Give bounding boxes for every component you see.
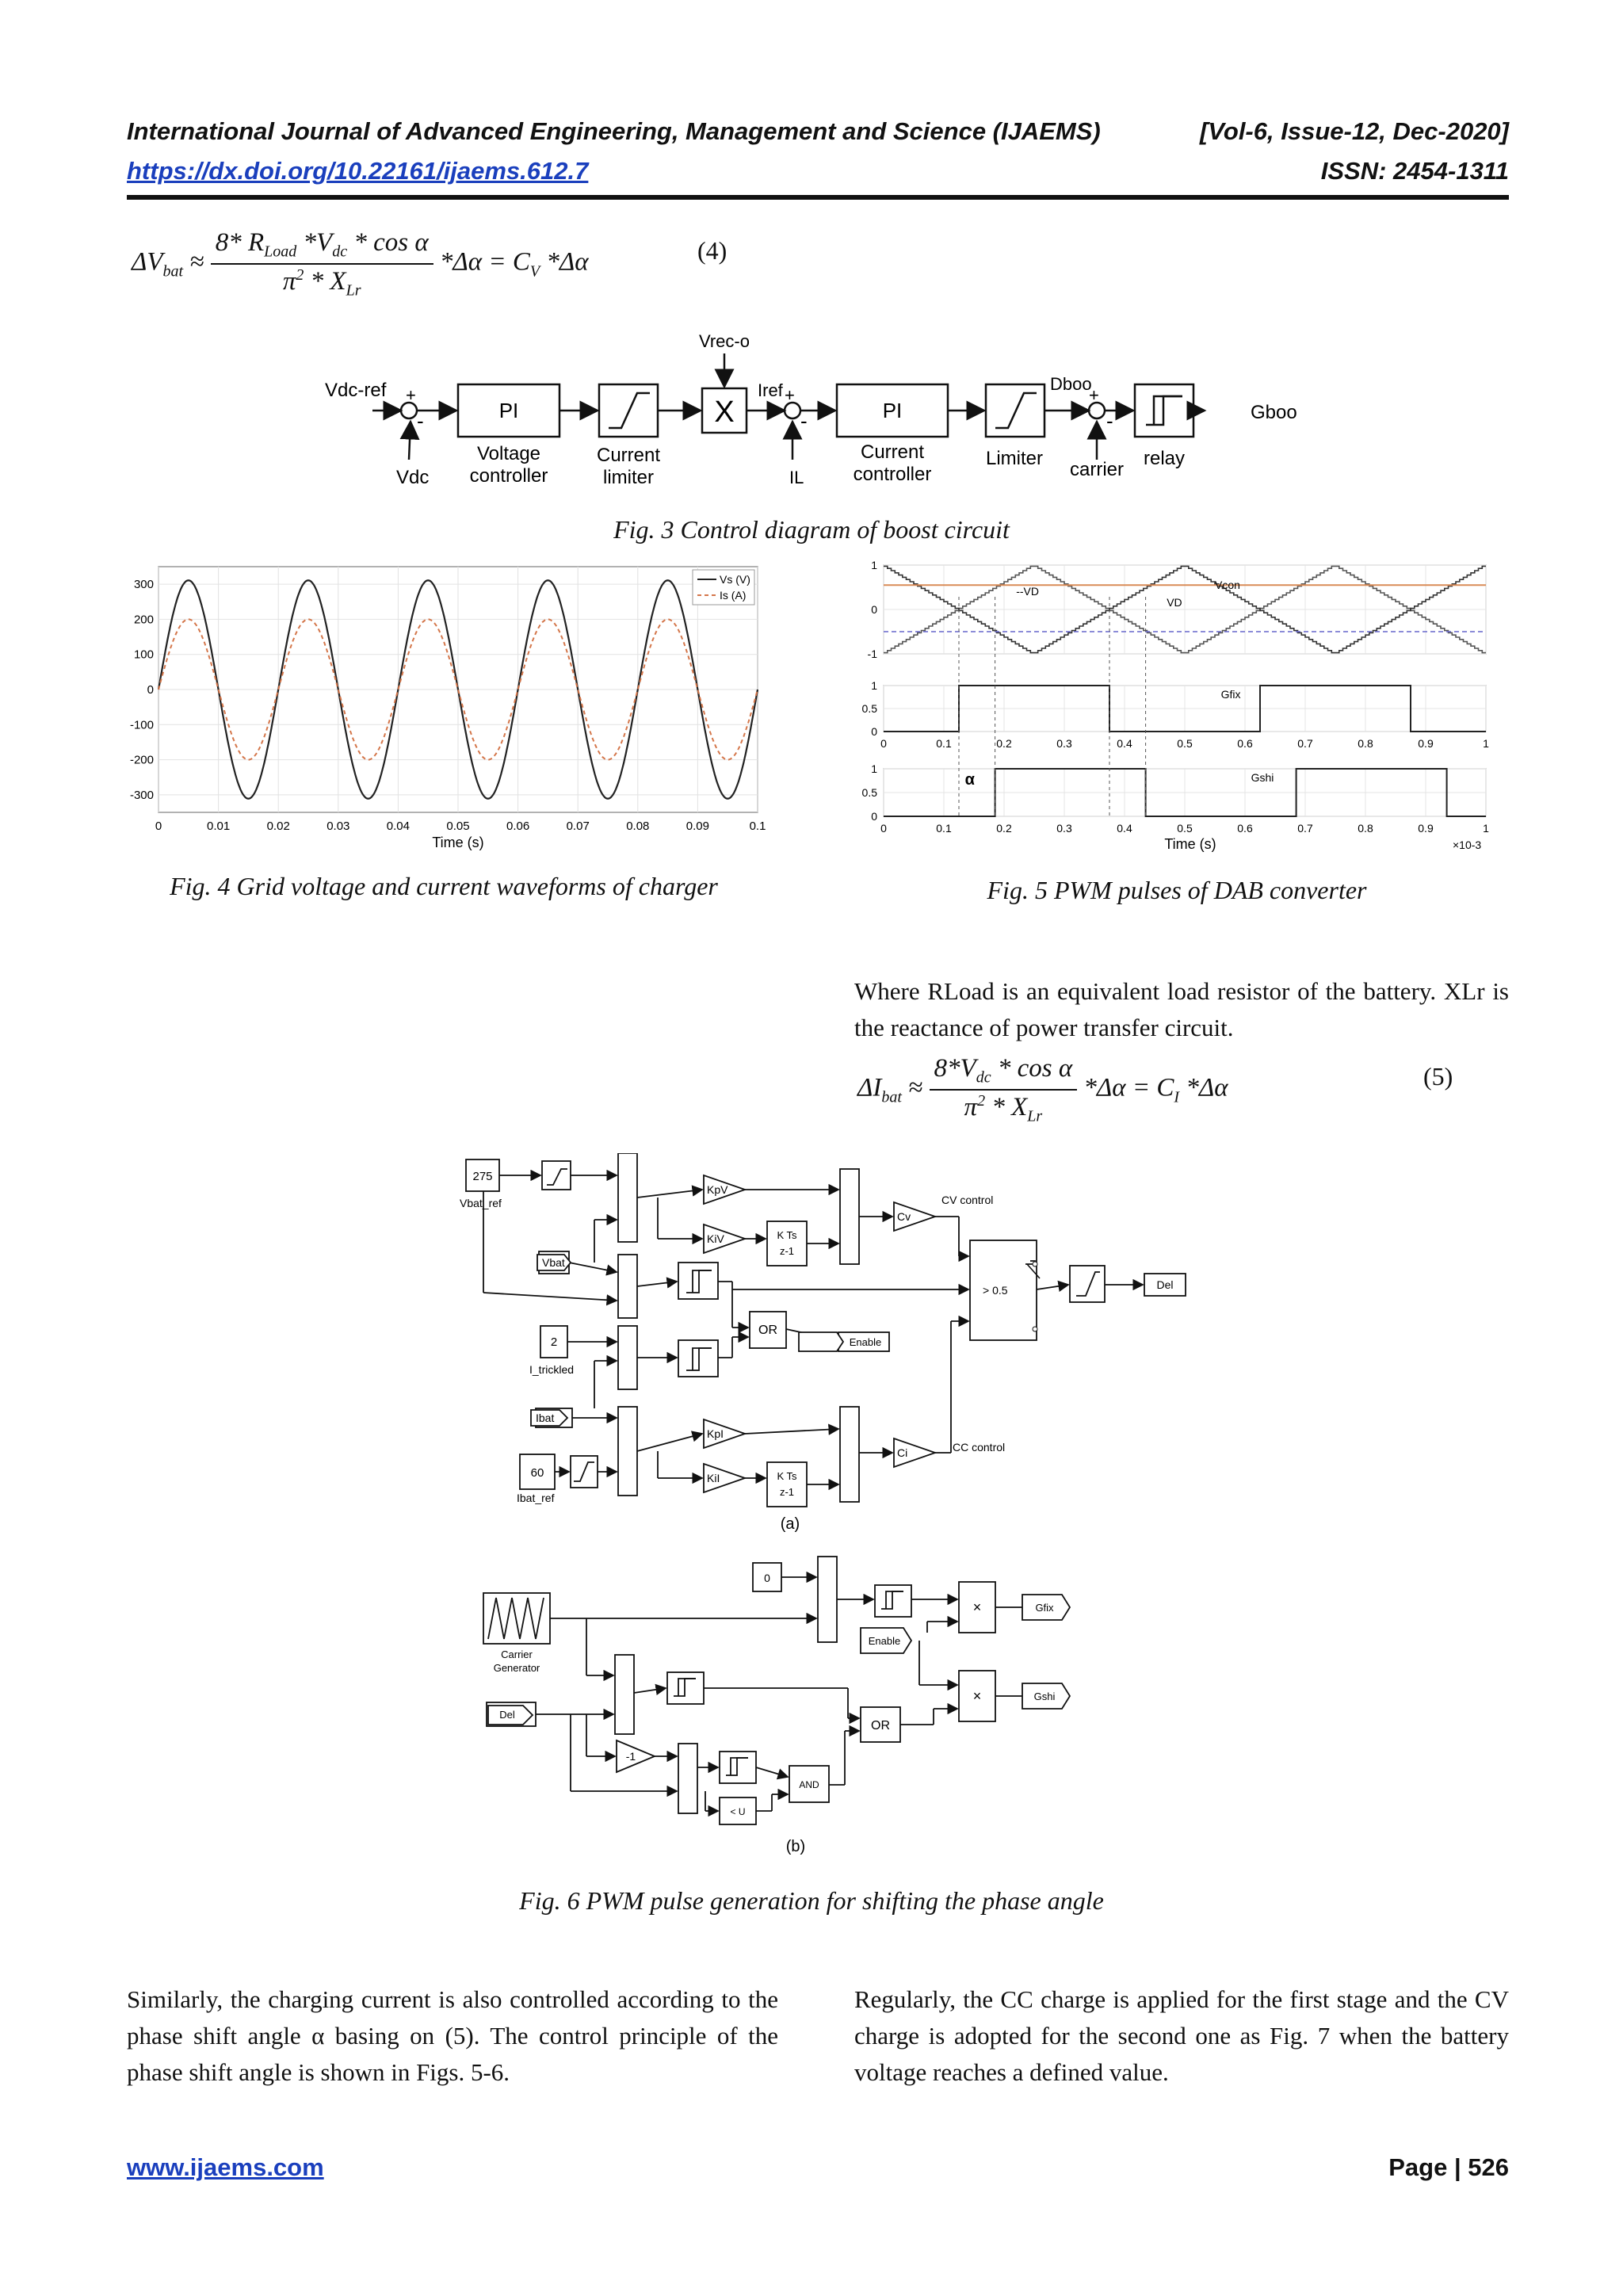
fig4-xtick: 0.1 [749, 819, 766, 833]
fig5-xtick: 0.9 [1418, 737, 1434, 750]
fig6b-label: (b) [785, 1838, 806, 1855]
fig5-xtick: 0 [880, 822, 887, 835]
fig3-vdc-ref: Vdc-ref [325, 380, 387, 401]
fig6a-vbat: Vbat [542, 1256, 565, 1269]
paragraph-left: Similarly, the charging current is also controlled according to the phase shift angle α basing on (5). The control principle of the phase shift angle is shown in Figs. 5-6. [127, 1985, 778, 2086]
fig5-xtick: 0.6 [1237, 737, 1253, 750]
fig6a-kiv: KiV [707, 1232, 724, 1245]
fig6a-cc-control: CC control [953, 1441, 1006, 1454]
fig6a-cv: Cv [897, 1210, 911, 1223]
fig4-ytick: 200 [133, 613, 154, 627]
fig4-xtick: 0.04 [386, 819, 411, 833]
footer-site-link[interactable]: www.ijaems.com [127, 2153, 324, 2181]
equation-4-number: (4) [697, 236, 727, 265]
fig6a-const-2: 2 [550, 1335, 558, 1349]
fig4-ytick: 0 [147, 683, 154, 697]
fig3-il: IL [789, 468, 804, 487]
fig5-label-gfix: Gfix [1220, 688, 1241, 701]
fig5-xtick: 0.7 [1297, 822, 1313, 835]
fig6b-carrier-1: Carrier [501, 1648, 533, 1660]
fig6b-gshi: Gshi [1033, 1690, 1056, 1702]
fig6a-const-60: 60 [530, 1466, 544, 1480]
fig5-xtick: 0.4 [1117, 737, 1132, 750]
fig5-chart [852, 559, 1502, 860]
fig5-xtick: 0.6 [1237, 822, 1253, 835]
fig3-pi1: PI [498, 399, 519, 422]
fig4-xlabel: Time (s) [432, 835, 484, 850]
fig6a-i-trickled: I_trickled [529, 1363, 575, 1376]
fig4-ytick: -300 [129, 788, 154, 802]
fig5-xtick: 0.2 [996, 737, 1012, 750]
fig3-current-limiter-1: Current [596, 445, 661, 466]
fig3-vrec: Vrec-o [699, 331, 750, 351]
footer-page-label: Page [1388, 2153, 1448, 2181]
fig3-voltage-controller-2: controller [469, 465, 548, 487]
svg-text:-: - [800, 409, 808, 433]
fig4-caption: Fig. 4 Grid voltage and current waveforms of charger [170, 872, 718, 900]
fig3-gboo: Gboo [1251, 402, 1297, 423]
fig5-label-vd: VD [1167, 596, 1182, 609]
fig5-xtick: 0.8 [1358, 822, 1373, 835]
fig4-xtick: 0.08 [626, 819, 650, 833]
issn: ISSN: 2454-1311 [1320, 157, 1509, 185]
fig6b-or: OR [871, 1719, 890, 1733]
fig5-xtick: 0.7 [1297, 737, 1313, 750]
fig6b-times-2: × [972, 1688, 982, 1704]
svg-text:+: + [1089, 385, 1099, 405]
fig4-xtick: 0.07 [566, 819, 590, 833]
fig6a-const-275: 275 [472, 1170, 493, 1183]
fig6b-gfix: Gfix [1035, 1602, 1054, 1614]
fig5-xlabel: Time (s) [1164, 836, 1216, 852]
fig5-xtick: 0.3 [1056, 822, 1072, 835]
fig5-xtick: 0.1 [936, 737, 952, 750]
fig6a-kts2-1: K Ts [777, 1470, 797, 1482]
fig4-xtick: 0.01 [206, 819, 231, 833]
fig6b-lt-u: < U [730, 1806, 746, 1817]
volume-info: [Vol-6, Issue-12, Dec-2020] [1200, 117, 1509, 145]
fig5-xtick: 0.5 [1177, 737, 1193, 750]
fig4-xtick: 0.09 [685, 819, 710, 833]
fig3-caption: Fig. 3 Control diagram of boost circuit [613, 515, 1010, 544]
fig4-xtick: 0.02 [266, 819, 290, 833]
fig6a-kts1-1: K Ts [777, 1229, 797, 1241]
fig5-xtick: 1 [1483, 737, 1489, 750]
fig6a-cv-control: CV control [941, 1194, 994, 1206]
fig4-xtick: 0 [155, 819, 162, 833]
svg-text:+: + [406, 385, 416, 405]
fig6a-kii: KiI [707, 1472, 720, 1484]
fig4-ytick: 100 [133, 648, 154, 662]
fig6a-del: Del [1156, 1278, 1174, 1291]
fig5-ytick: -1 [867, 648, 877, 660]
fig3-limiter: Limiter [985, 448, 1044, 469]
equation-5-number: (5) [1423, 1062, 1453, 1091]
fig4-xtick: 0.03 [327, 819, 350, 833]
fig6b-times-1: × [972, 1599, 982, 1615]
fig6a-kts1-2: z-1 [779, 1245, 795, 1257]
fig6b-carrier-2: Generator [493, 1662, 540, 1674]
fig3-pi2: PI [882, 399, 903, 422]
fig5-ytick: 1 [871, 679, 877, 692]
fig6b-and: AND [799, 1779, 819, 1790]
svg-text:-: - [1106, 409, 1113, 433]
fig6b-enable: Enable [868, 1635, 901, 1647]
fig6a-vbat-ref: Vbat_ref [460, 1197, 502, 1209]
equation-4: $\Delta V_{bat}$ ≈ $\frac{8* R_{Load} *V_{dc} * \cos \alpha}{\pi^2 * X_{Lr}}$ $*\Delta\alpha = C_V$ *Δα [132, 228, 589, 300]
svg-text:-: - [417, 409, 424, 433]
fig6a-enable: Enable [849, 1336, 882, 1348]
fig6b-diagram [475, 1553, 1078, 1862]
fig3-dboo: Dboo [1050, 374, 1092, 394]
journal-title: International Journal of Advanced Engineering, Management and Science (IJAEMS) [127, 117, 1101, 145]
fig3-current-controller-2: controller [853, 464, 932, 485]
svg-text:+: + [785, 385, 795, 405]
fig5-ytick: 0.5 [861, 702, 877, 715]
fig3-vdc: Vdc [396, 467, 430, 488]
fig6a-diagram [452, 1153, 1197, 1534]
fig3-relay: relay [1143, 448, 1186, 469]
fig5-label-gshi: Gshi [1251, 771, 1274, 784]
fig6b-neg1: -1 [625, 1750, 636, 1763]
fig5-xtick: 0.2 [996, 822, 1012, 835]
fig5-label-neg-vd: --VD [1016, 585, 1039, 598]
fig5-xtick: 0.1 [936, 822, 952, 835]
fig5-xtick: 0.8 [1358, 737, 1373, 750]
where-paragraph: Where RLoad is an equivalent load resistor of the battery. XLr is the reactance of power transfer circuit. [854, 977, 1509, 1041]
footer-page-number: 526 [1468, 2153, 1509, 2181]
fig3-current-limiter-2: limiter [603, 467, 654, 488]
doi-link[interactable]: https://dx.doi.org/10.22161/ijaems.612.7 [127, 157, 589, 185]
equation-5: $\Delta I_{bat}$ ≈ $\frac{8*V_{dc} * \cos \alpha}{\pi^2 * X_{Lr}}$ $*\Delta\alpha = C_I$ *Δα [857, 1054, 1228, 1125]
fig6b-del: Del [499, 1709, 515, 1721]
fig5-caption: Fig. 5 PWM pulses of DAB converter [987, 876, 1367, 904]
fig3-current-controller-1: Current [860, 441, 925, 463]
fig4-ytick: -100 [129, 718, 154, 732]
fig5-ytick: 1 [871, 762, 877, 775]
fig4-xtick: 0.05 [446, 819, 470, 833]
fig4-chart [119, 559, 769, 860]
fig6a-or: OR [758, 1324, 777, 1337]
fig5-xtick: 0 [880, 737, 887, 750]
fig4-legend-vs: Vs (V) [720, 573, 750, 586]
fig6a-gt05: > 0.5 [983, 1284, 1008, 1297]
fig3-multiplier: X [714, 395, 735, 429]
fig4-xtick: 0.06 [506, 819, 530, 833]
fig5-ytick: 1 [871, 559, 877, 571]
fig3-carrier: carrier [1069, 459, 1125, 480]
paragraph-right: Regularly, the CC charge is applied for the first stage and the CV charge is adopted for the second one as Fig. 7 when the battery voltage reaches a defined value. [854, 1985, 1509, 2086]
fig6a-kts2-2: z-1 [779, 1486, 795, 1498]
fig3-voltage-controller-1: Voltage [476, 443, 541, 464]
fig4-legend-is: Is (A) [720, 589, 747, 602]
fig5-xtick: 0.3 [1056, 737, 1072, 750]
fig5-xtick: 0.4 [1117, 822, 1132, 835]
fig6-caption: Fig. 6 PWM pulse generation for shifting the phase angle [519, 1886, 1104, 1915]
fig5-x-exponent: ×10-3 [1453, 839, 1482, 851]
footer-page: Page | 526 [1388, 2153, 1509, 2181]
fig5-xtick: 0.9 [1418, 822, 1434, 835]
fig5-ytick: 0 [871, 725, 877, 738]
fig3-iref: Iref [758, 380, 783, 400]
fig5-xtick: 0.5 [1177, 822, 1193, 835]
fig5-ytick: 0.5 [861, 786, 877, 799]
fig5-xtick: 1 [1483, 822, 1489, 835]
fig6a-ibat-ref: Ibat_ref [517, 1492, 555, 1504]
fig6a-ci: Ci [897, 1446, 908, 1459]
fig5-label-vcon: Vcon [1215, 579, 1240, 591]
fig5-alpha: α [964, 771, 975, 789]
header-rule [127, 195, 1509, 200]
fig6b-const-0: 0 [764, 1572, 770, 1584]
fig5-ytick: 0 [871, 603, 877, 616]
fig3-diagram [317, 325, 1347, 507]
fig6a-kpv: KpV [707, 1183, 728, 1196]
fig6a-kpi: KpI [707, 1427, 724, 1440]
fig4-ytick: 300 [133, 578, 154, 592]
fig4-ytick: -200 [129, 753, 154, 767]
fig5-ytick: 0 [871, 810, 877, 823]
fig6a-ibat: Ibat [536, 1412, 555, 1424]
fig6a-label: (a) [780, 1515, 800, 1533]
